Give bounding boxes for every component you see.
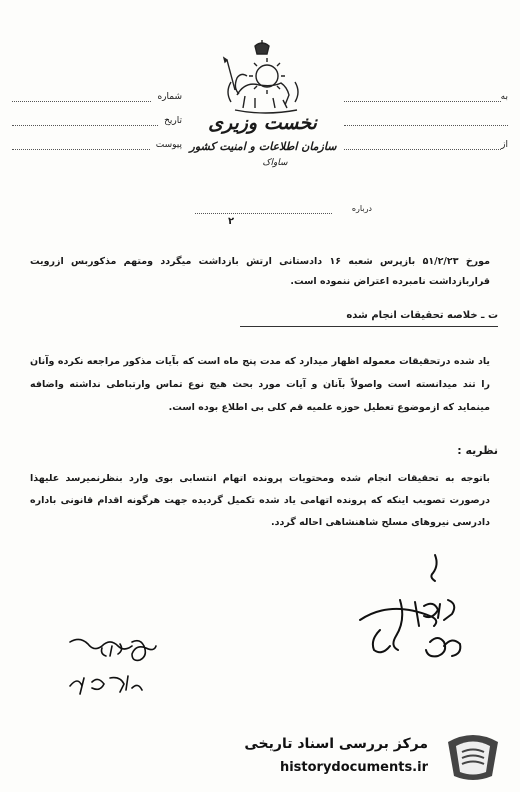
page-number: ۲ [228, 216, 235, 227]
field-attachment [12, 126, 182, 150]
ministry-title: نخست وزیری [208, 112, 317, 134]
field-dots [12, 117, 158, 126]
subject-dots [195, 213, 332, 214]
field-spacer [338, 102, 508, 126]
organization-subtitle: سازمان اطلاعات و امنیت کشور [189, 140, 337, 153]
handwritten-signature-left [62, 630, 182, 700]
lion-and-sun-emblem-icon [215, 40, 310, 115]
body-paragraph-2: یاد شده درتحقیقات معموله اظهار میدارد که مدت پنج ماه است که بآیات مذکور مراجعه نکرده وآنان را تند میدانسته است واصولاً بآنان و آیات مورد بحث هیچ نوع تماس وارتباطی نداشته واضافه مینماید که ازموضوع تعطیل حوزه علمیه قم کلی بی اطلاع بوده است. [30, 356, 490, 413]
field-to [338, 78, 508, 102]
header-left-fields [12, 78, 182, 150]
field-dots [344, 93, 501, 102]
field-from-label: از [501, 140, 508, 150]
field-date [12, 102, 182, 126]
subject-label: درباره [351, 204, 372, 213]
field-dots [12, 93, 151, 102]
field-from [338, 126, 508, 150]
field-date-label: تاریخ [164, 116, 182, 126]
field-dots [344, 141, 501, 150]
field-number [12, 78, 182, 102]
field-attachment-label: پیوست [155, 140, 182, 150]
archive-logo-icon [438, 728, 508, 786]
section-heading: ت ـ خلاصه تحقیقات انجام شده [346, 310, 498, 321]
field-dots [344, 117, 508, 126]
opinion-heading: نظریه : [457, 444, 498, 457]
organization-note: ساواک [262, 158, 288, 168]
watermark-text-persian: مرکز بررسی اسناد تاریخی [244, 736, 428, 752]
body-paragraph-1: مورخ ۵۱/۲/۲۳ بازپرس شعبه ۱۶ دادستانی ارتش بازداشت میگردد ومتهم مذکوربس ازرویت قراربازداشت نامبرده اعتراض ننموده است. [30, 256, 490, 287]
section-underline [240, 326, 498, 327]
handwritten-signature-right [340, 550, 500, 680]
header-right-fields [338, 78, 508, 150]
field-number-label: شماره [157, 92, 182, 102]
body-paragraph-3: باتوجه به تحقیقات انجام شده ومحتویات پرونده اتهام انتسابی بوی وارد بنظرنمیرسد علیهذا درصورت تصویب اینکه که پرونده اتهامی یاد شده تکمیل گردیده جهت هرگونه اقدام قانونی باداره دادرسی نیروهای مسلح شاهنشاهی احاله گردد. [30, 473, 490, 528]
watermark-url: historydocuments.ir [279, 760, 428, 775]
archive-watermark [230, 728, 520, 788]
field-dots [12, 141, 150, 150]
field-to-label: به [500, 92, 508, 102]
